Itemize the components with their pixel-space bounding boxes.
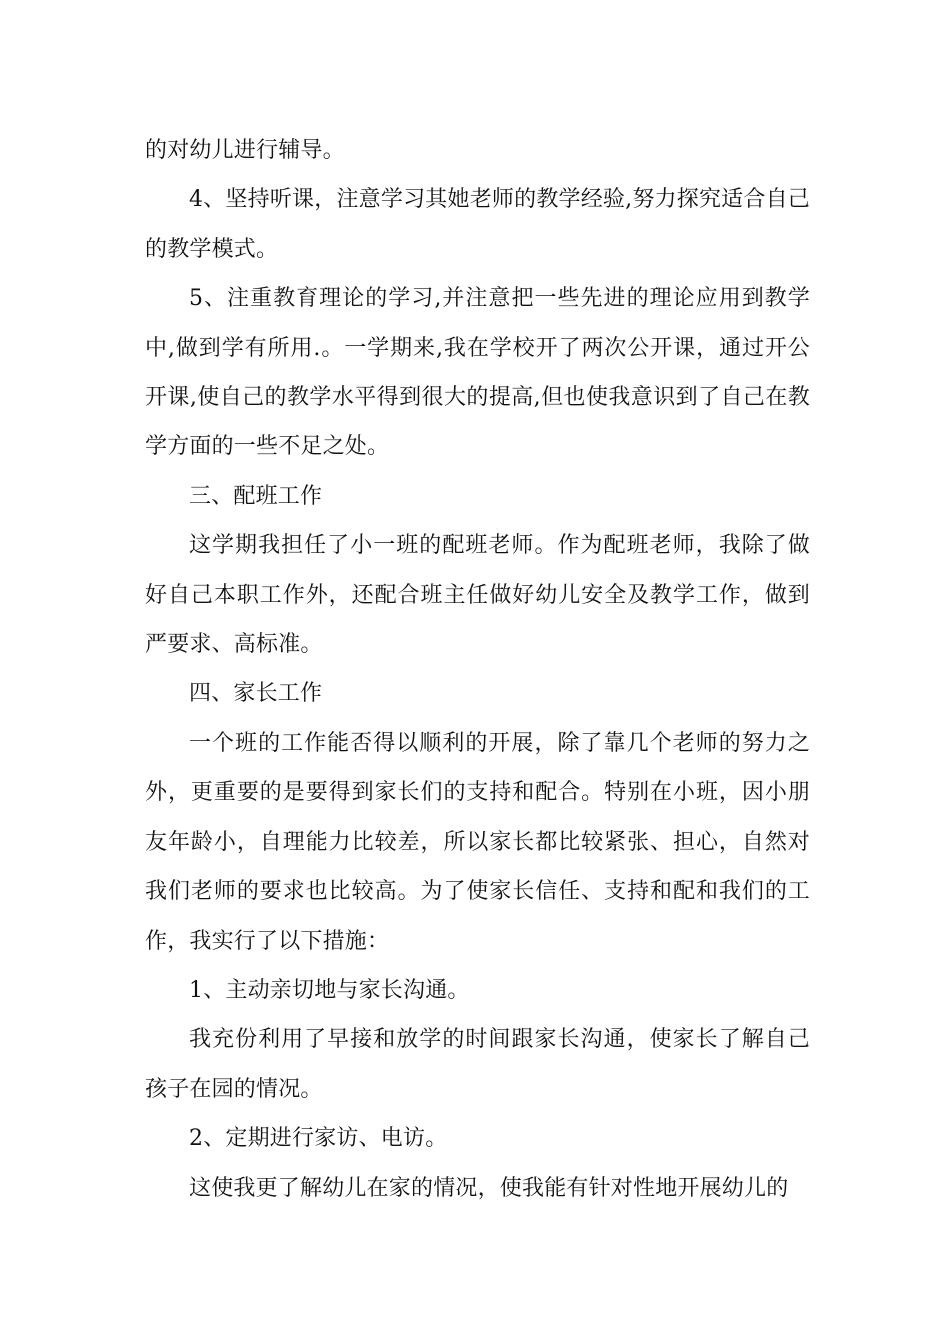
paragraph-parent-work: 一个班的工作能否得以顺利的开展，除了靠几个老师的努力之外，更重要的是要得到家长们的支持和配合。特别在小班，因小朋友年龄小，自理能力比较差，所以家长都比较紧张、担心，自然对我们老师的要求也比较高。为了使家长信任、支持和配和我们的工作，我实行了以下措施：: [145, 730, 810, 954]
paragraph-measure-2-detail: 这使我更了解幼儿在家的情况，使我能有针对性地开展幼儿的: [189, 1175, 789, 1201]
paragraph-measure-1-detail: 我充份利用了早接和放学的时间跟家长沟通，使家长了解自己孩子在园的情况。: [145, 1027, 810, 1102]
paragraph-measure-2: 2、定期进行家访、电访。: [189, 1126, 448, 1152]
section-heading-4: 四、家长工作: [189, 681, 323, 707]
paragraph-item-5: 5、注重教育理论的学习,并注意把一些先进的理论应用到教学中,做到学有所用.。一学期来,我在学校开了两次公开课，通过开公开课,使自己的教学水平得到很大的提高,但也使我意识到了自己在教学方面的一些不足之处。: [145, 286, 810, 460]
section-heading-3: 三、配班工作: [189, 483, 323, 509]
paragraph-continuation: 的对幼儿进行辅导。: [145, 138, 345, 163]
paragraph-assistant-teacher: 这学期我担任了小一班的配班老师。作为配班老师，我除了做好自己本职工作外，还配合班主任做好幼儿安全及教学工作，做到严要求、高标准。: [145, 533, 810, 658]
paragraph-measure-1: 1、主动亲切地与家长沟通。: [189, 977, 470, 1003]
document-body: [145, 126, 810, 1213]
paragraph-item-4: 4、坚持听课，注意学习其她老师的教学经验,努力探究适合自己的教学模式。: [145, 187, 810, 262]
